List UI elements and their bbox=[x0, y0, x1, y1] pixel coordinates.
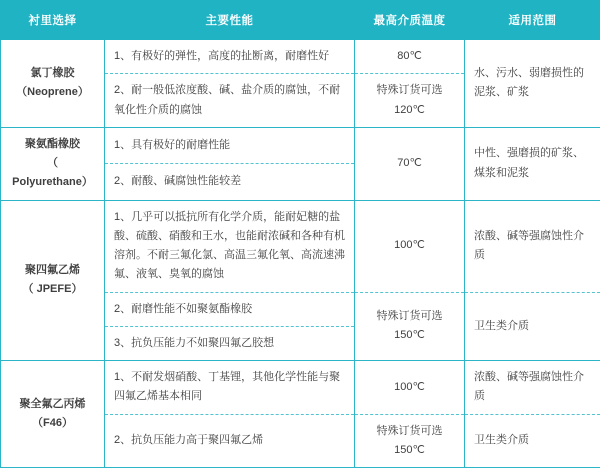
application-cell: 中性、强磨损的矿浆、煤浆和泥浆 bbox=[465, 127, 600, 200]
lining-name-line2: （F46） bbox=[32, 417, 73, 429]
table-row bbox=[1, 200, 600, 292]
lining-name-cell bbox=[1, 200, 105, 361]
temperature-value: 150℃ bbox=[364, 441, 455, 460]
lining-name-line1: 聚氨酯橡胶 bbox=[25, 138, 80, 150]
column-header-max-temperature: 最高介质温度 bbox=[355, 1, 465, 40]
temperature-cell bbox=[355, 200, 465, 292]
temperature-cell bbox=[355, 40, 465, 74]
lining-name-line2: （ Polyurethane） bbox=[12, 157, 93, 188]
temperature-note: 特殊订货可选 bbox=[364, 81, 455, 100]
table-row bbox=[1, 40, 600, 74]
performance-cell: 3、抗负压能力不如聚四氟乙胶想 bbox=[105, 326, 355, 360]
temperature-cell bbox=[355, 361, 465, 415]
performance-cell: 1、几乎可以抵抗所有化学介质，能耐妃糖的盐酸、硫酸、硝酸和王水，也能耐浓碱和各种有机溶剂。不耐三氟化氯、高温三氟化氧、高流速沸氟、液氧、臭氧的腐蚀 bbox=[105, 200, 355, 292]
temperature-cell bbox=[355, 414, 465, 468]
application-cell: 卫生类介质 bbox=[465, 292, 600, 361]
application-cell: 浓酸、碱等强腐蚀性介质 bbox=[465, 200, 600, 292]
temperature-value: 120℃ bbox=[364, 101, 455, 120]
lining-name-cell bbox=[1, 361, 105, 468]
temperature-value: 80℃ bbox=[364, 47, 455, 66]
temperature-value: 70℃ bbox=[364, 154, 455, 173]
lining-name-cell bbox=[1, 40, 105, 128]
table-header-row bbox=[1, 1, 600, 40]
performance-cell: 2、耐酸、碱腐蚀性能较差 bbox=[105, 164, 355, 200]
table-header bbox=[1, 1, 600, 40]
temperature-value: 150℃ bbox=[364, 326, 455, 345]
lining-name-line1: 聚四氟乙烯 bbox=[25, 264, 80, 276]
temperature-value: 100℃ bbox=[364, 236, 455, 255]
application-cell: 水、污水、弱磨损性的泥浆、矿浆 bbox=[465, 40, 600, 128]
temperature-note: 特殊订货可选 bbox=[364, 422, 455, 441]
performance-cell: 2、抗负压能力高于聚四氟乙烯 bbox=[105, 414, 355, 468]
column-header-performance: 主要性能 bbox=[105, 1, 355, 40]
lining-name-line1: 氯丁橡胶 bbox=[31, 67, 75, 79]
table-body bbox=[1, 40, 600, 468]
temperature-cell bbox=[355, 74, 465, 128]
lining-name-cell bbox=[1, 127, 105, 200]
performance-cell: 1、具有极好的耐磨性能 bbox=[105, 127, 355, 163]
lining-name-line1: 聚全氟乙丙烯 bbox=[20, 398, 86, 410]
temperature-value: 100℃ bbox=[364, 378, 455, 397]
performance-cell: 1、不耐发烟硝酸、丁基锂，其他化学性能与聚四氟乙烯基本相同 bbox=[105, 361, 355, 415]
temperature-note: 特殊订货可选 bbox=[364, 307, 455, 326]
temperature-cell bbox=[355, 127, 465, 200]
column-header-application: 适用范围 bbox=[465, 1, 600, 40]
application-cell: 浓酸、碱等强腐蚀性介质 bbox=[465, 361, 600, 415]
lining-name-line2: （Neoprene） bbox=[16, 86, 89, 98]
temperature-cell bbox=[355, 292, 465, 361]
performance-cell: 1、有极好的弹性，高度的扯断离，耐磨性好 bbox=[105, 40, 355, 74]
performance-cell: 2、耐磨性能不如聚氨酯橡胶 bbox=[105, 292, 355, 326]
table-row bbox=[1, 361, 600, 415]
column-header-lining: 衬里选择 bbox=[1, 1, 105, 40]
performance-cell: 2、耐一般低浓度酸、碱、盐介质的腐蚀，不耐氧化性介质的腐蚀 bbox=[105, 74, 355, 128]
application-cell: 卫生类介质 bbox=[465, 414, 600, 468]
lining-name-line2: （ JPEFE） bbox=[23, 283, 83, 295]
table-row bbox=[1, 127, 600, 163]
